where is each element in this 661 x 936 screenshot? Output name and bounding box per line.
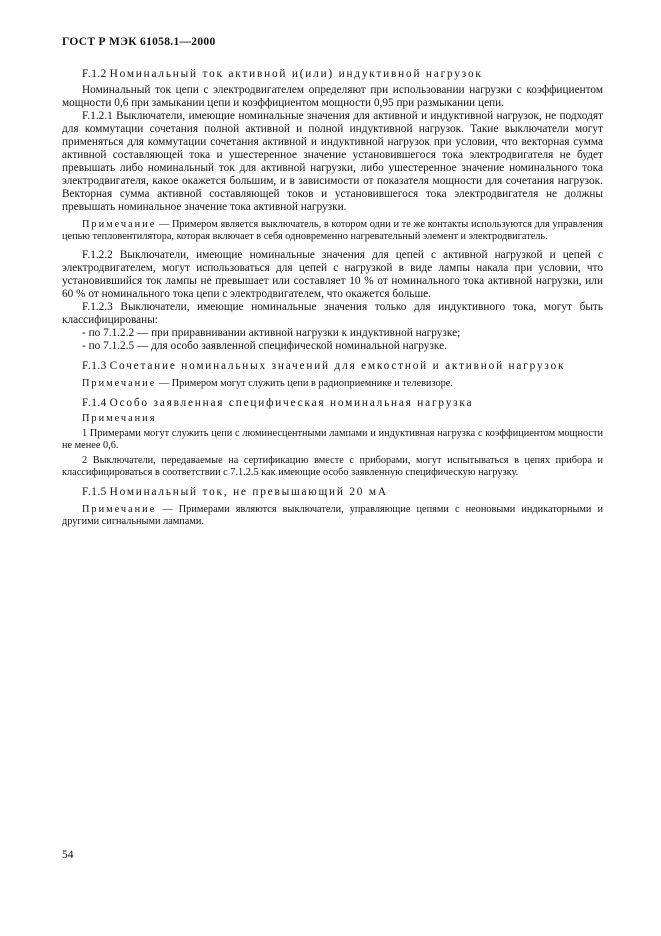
paragraph: F.1.2.1 Выключатели, имеющие номинальные значения для активной и индуктивной нагрузок, не подходят для коммутации сочетания полной активной и полной индуктивной нагрузок. Такие выключатели могут применяться для коммутации сочетания активной и индуктивной нагрузок при условии, что векторная сумма активной составляющей тока и ушестеренное значение установившегося тока электродвигателя не будет превышать либо номинальный ток для активной нагрузки, либо ушестеренное значение номинального тока электродвигателя, какое окажется большим, и в зависимости от показателя мощности для сочетания нагрузок. Векторная сумма активной составляющей токов и установившегося тока электродвигателя не должны превышать номинальное значение тока активной нагрузки. (62, 110, 603, 213)
document-content (62, 68, 603, 528)
note-label: Примечание (82, 504, 157, 515)
note-label: Примечание (82, 219, 157, 230)
notes-header (62, 413, 603, 425)
list-item: - по 7.1.2.5 — для особо заявленной специфической номинальной нагрузке. (82, 340, 447, 352)
note-text: — Примером могут служить цепи в радиоприемнике и телевизоре. (158, 378, 453, 389)
document-header: ГОСТ Р МЭК 61058.1—2000 (62, 36, 216, 48)
heading-number: F.1.5 (82, 486, 107, 498)
heading-text: Номинальный ток активной и(или) индуктивной нагрузок (109, 68, 483, 80)
section-heading-f14 (62, 397, 603, 410)
section-heading-f13 (62, 360, 603, 373)
note: 1 Примерами могут служить цепи с люминесцентными лампами и индуктивная нагрузка с коэффициентом мощности не менее 0,6. (62, 428, 603, 451)
note-text: — Примерами являются выключатели, управляющие цепями с неоновыми индикаторными и другими сигнальными лампами. (62, 504, 604, 527)
list-item: - по 7.1.2.2 — при приравнивании активной нагрузки к индуктивной нагрузке; (82, 327, 461, 339)
heading-text: Номинальный ток, не превышающий 20 мА (109, 486, 388, 498)
paragraph: F.1.2.2 Выключатели, имеющие номинальные значения для цепей с активной нагрузкой и цепей с электродвигателем, могут использоваться для цепей с нагрузкой в виде лампы накала при условии, что установившийся ток лампы не превышает или составляет 10 % от номинального тока активной нагрузки, или 60 % от номинального тока цепи с электродвигателем, что окажется больше. (62, 249, 603, 300)
heading-number: F.1.4 (82, 397, 107, 409)
note (62, 378, 603, 390)
section-heading-f12 (62, 68, 603, 81)
note-label: Примечания (82, 413, 157, 424)
section-heading-f15 (62, 486, 603, 499)
heading-text: Особо заявленная специфическая номинальная нагрузка (109, 397, 474, 409)
paragraph: Номинальный ток цепи с электродвигателем определяют при использовании нагрузки с коэффициентом мощности 0,6 при замыкании цепи и коэффициентом мощности 0,95 при размыкании цепи. (62, 84, 603, 109)
heading-number: F.1.3 (82, 360, 107, 372)
note (62, 504, 603, 528)
heading-number: F.1.2 (82, 68, 107, 80)
note-label: Примечание (82, 378, 157, 389)
paragraph: F.1.2.3 Выключатели, имеющие номинальные значения только для индуктивного тока, могут быть классифицированы: (62, 301, 603, 326)
note (62, 219, 603, 243)
notes-group (62, 413, 603, 479)
note-text: — Примером является выключатель, в котором одни и те же контакты используются для управления цепью тепловентилятора, которая включает в себя одновременно нагревательный элемент и электродвигатель. (62, 219, 603, 242)
heading-text: Сочетание номинальных значений для емкостной и активной нагрузок (109, 360, 566, 372)
note: 2 Выключатели, передаваемые на сертификацию вместе с приборами, могут испытываться в цепях прибора и классифицироваться в соответствии с 7.1.2.5 как имеющие особо заявленную специфическую нагрузку. (62, 455, 603, 478)
page-number: 54 (62, 849, 74, 861)
